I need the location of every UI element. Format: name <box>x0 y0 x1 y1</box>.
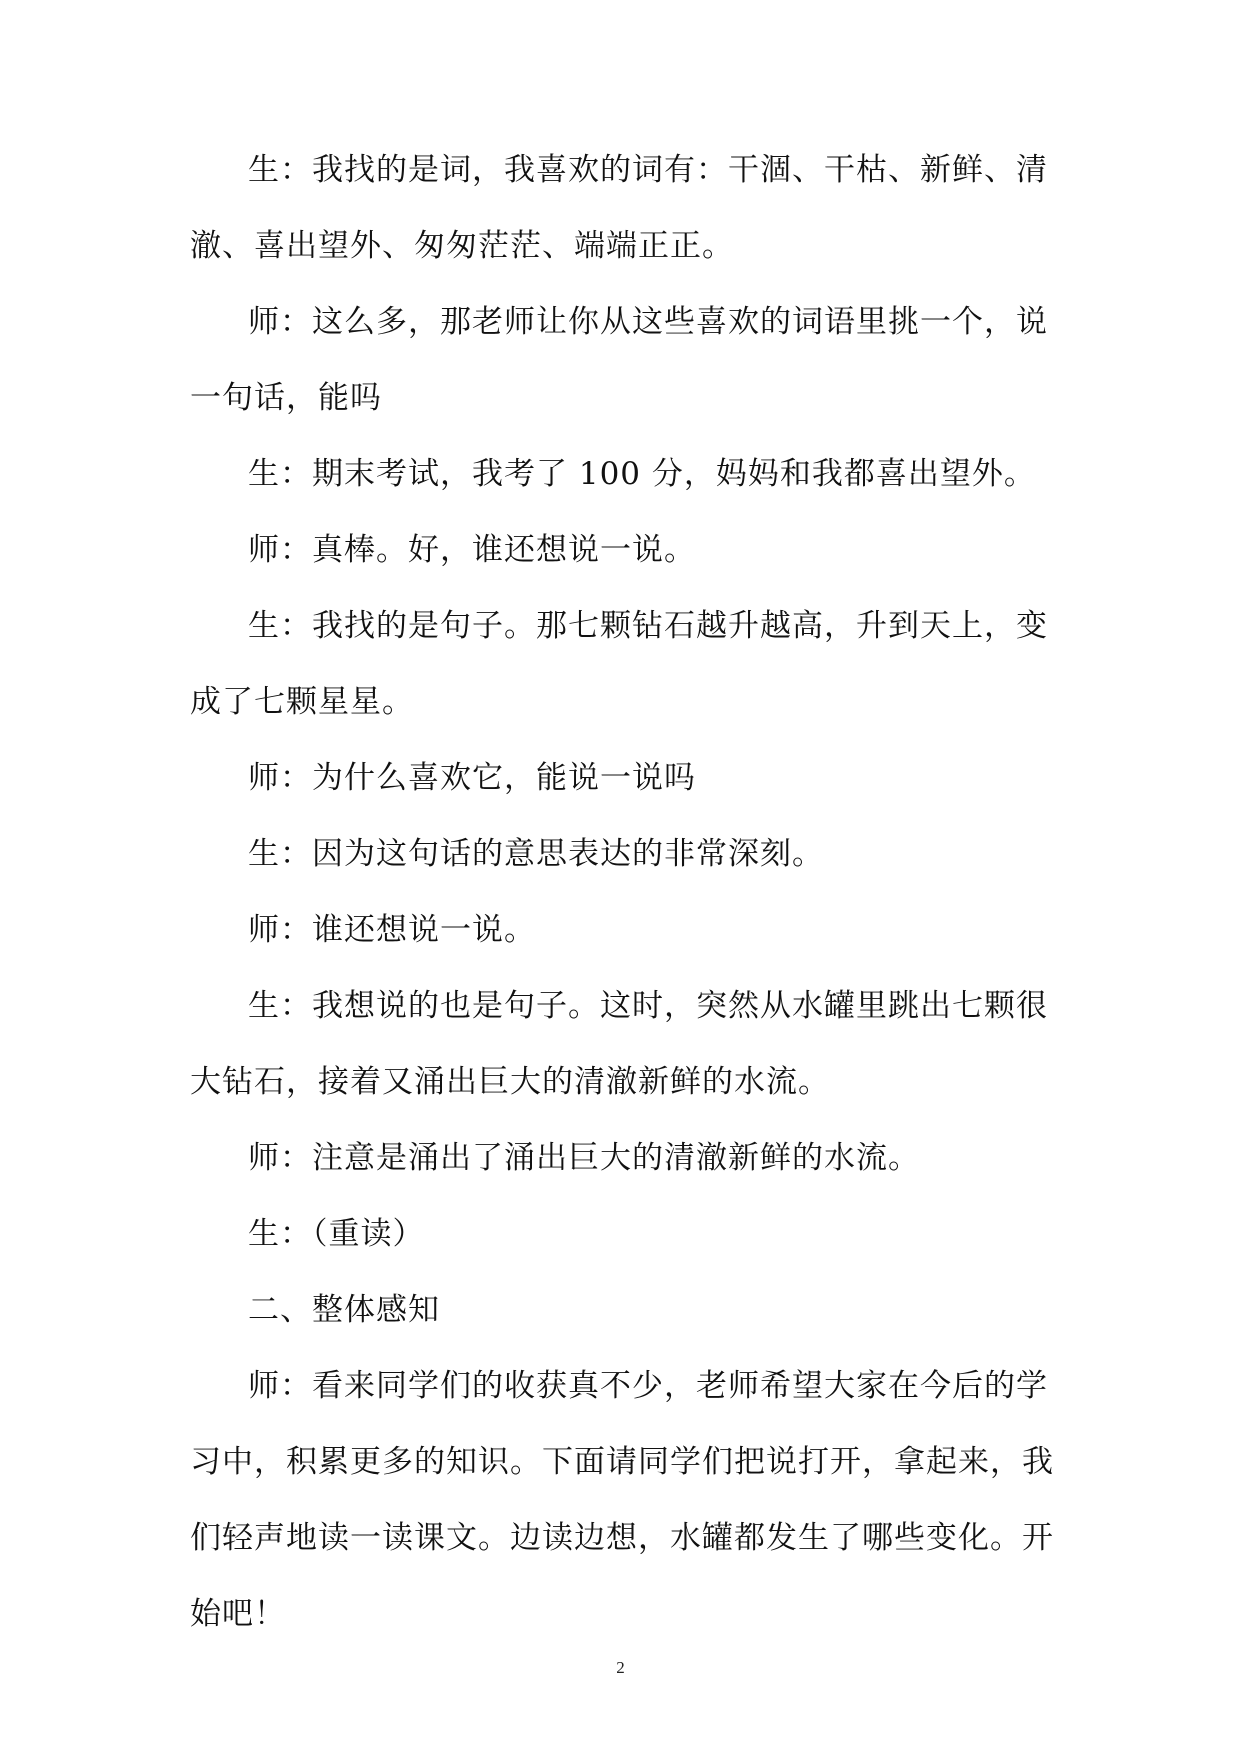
paragraph-4: 师：真棒。好，谁还想说一说。 <box>248 532 696 568</box>
paragraph-3: 生：期末考试，我考了 100 分，妈妈和我都喜出望外。 <box>248 456 1036 492</box>
paragraph-5: 生：我找的是句子。那七颗钻石越升越高，升到天上，变成了七颗星星。 <box>190 608 1048 720</box>
paragraph-7: 生：因为这句话的意思表达的非常深刻。 <box>248 836 824 872</box>
section-heading: 二、整体感知 <box>248 1292 440 1328</box>
paragraph-11: 生：（重读） <box>248 1216 425 1252</box>
page-number: 2 <box>616 1658 625 1677</box>
paragraph-6: 师：为什么喜欢它，能说一说吗 <box>248 760 696 796</box>
paragraph-9: 生：我想说的也是句子。这时，突然从水罐里跳出七颗很大钻石，接着又涌出巨大的清澈新鲜的水流。 <box>190 988 1048 1100</box>
paragraph-1: 生：我找的是词，我喜欢的词有：干涸、干枯、新鲜、清澈、喜出望外、匆匆茫茫、端端正正。 <box>190 152 1048 264</box>
paragraph-13: 师：看来同学们的收获真不少，老师希望大家在今后的学习中，积累更多的知识。下面请同学们把说打开，拿起来，我们轻声地读一读课文。边读边想，水罐都发生了哪些变化。开始吧！ <box>190 1368 1054 1632</box>
paragraph-2: 师：这么多，那老师让你从这些喜欢的词语里挑一个，说一句话，能吗 <box>190 304 1048 416</box>
paragraph-8: 师：谁还想说一说。 <box>248 912 536 948</box>
paragraph-10: 师：注意是涌出了涌出巨大的清澈新鲜的水流。 <box>248 1140 920 1176</box>
